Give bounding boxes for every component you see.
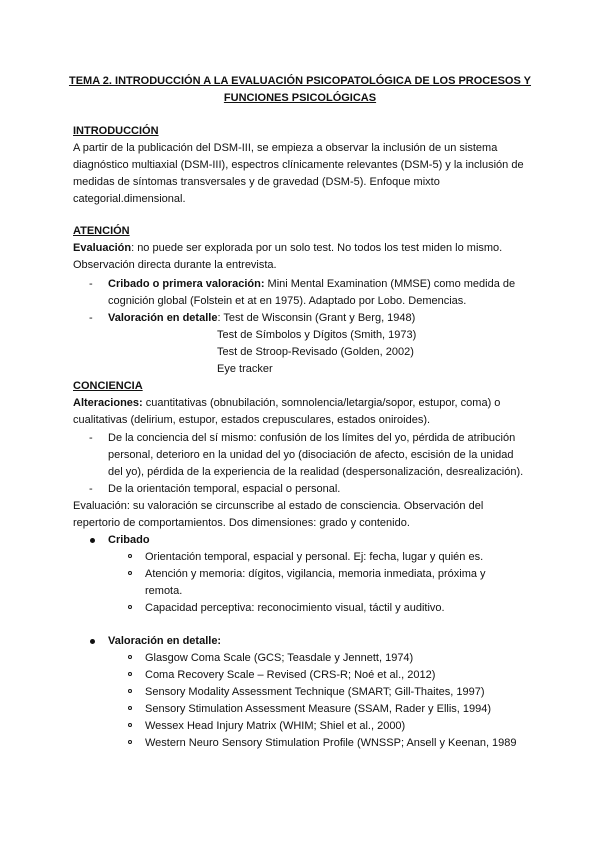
circle-marker <box>128 571 132 575</box>
cribado-item-2: Atención y memoria: dígitos, vigilancia, memoria inmediata, próxima y <box>145 568 486 580</box>
circle-marker <box>128 689 132 693</box>
conciencia-dash1-line-2: personal, deterioro en la unidad del yo (disociación de afecto, escisión de la unidad <box>108 449 514 461</box>
intro-line-4: categorial.dimensional. <box>73 193 186 205</box>
detalle-label-text: Valoración en detalle: <box>108 635 222 647</box>
atencion-detalle <box>108 311 415 325</box>
atencion-cribado-text: Mini Mental Examination (MMSE) como medida de <box>264 278 516 290</box>
cribado-item-1: Orientación temporal, espacial y personal. Ej: fecha, lugar y quién es. <box>145 551 484 563</box>
atencion-eval-line-2: Observación directa durante la entrevista. <box>73 259 277 271</box>
circle-marker <box>128 554 132 558</box>
atencion-eval-text: : no puede ser explorada por un solo test. No todos los test miden lo mismo. <box>131 242 503 254</box>
dash-marker: - <box>89 278 93 290</box>
bullet-marker <box>90 538 95 543</box>
intro-line-3: medidas de síntomas transversales y de gravedad (DSM-5). Enfoque mixto <box>73 176 440 188</box>
intro-line-2: diagnóstico multiaxial (DSM-III), espectros clínicamente relevantes (DSM-5) y la inclusión de <box>73 159 524 171</box>
conciencia-alt-label: Alteraciones: <box>73 397 143 409</box>
atencion-heading: ATENCIÓN <box>73 225 130 237</box>
circle-marker <box>128 605 132 609</box>
atencion-test-1: Test de Símbolos y Dígitos (Smith, 1973) <box>217 329 417 341</box>
circle-marker <box>128 672 132 676</box>
circle-marker <box>128 723 132 727</box>
intro-heading: INTRODUCCIÓN <box>73 125 159 137</box>
atencion-eval <box>73 241 502 255</box>
conciencia-heading: CONCIENCIA <box>73 380 143 392</box>
conciencia-alteraciones <box>73 396 500 410</box>
circle-marker <box>128 706 132 710</box>
conciencia-eval-line-1: Evaluación: su valoración se circunscribe al estado de consciencia. Observación del <box>73 500 484 512</box>
title-line-2: FUNCIONES PSICOLÓGICAS <box>223 92 377 104</box>
conciencia-detalle-label <box>108 634 221 648</box>
detalle-item-1: Glasgow Coma Scale (GCS; Teasdale y Jennett, 1974) <box>145 652 414 664</box>
atencion-test-3: Eye tracker <box>217 363 273 375</box>
circle-marker <box>128 655 132 659</box>
title-line-1: TEMA 2. INTRODUCCIÓN A LA EVALUACIÓN PSICOPATOLÓGICA DE LOS PROCESOS Y <box>68 75 532 87</box>
conciencia-dash1-line-3: del yo), pérdida de la experiencia de la realidad (despersonalización, desrealización). <box>108 466 524 478</box>
bullet-marker <box>90 639 95 644</box>
atencion-cribado <box>108 277 515 291</box>
detalle-item-5: Wessex Head Injury Matrix (WHIM; Shiel et al., 2000) <box>145 720 406 732</box>
atencion-test-2: Test de Stroop-Revisado (Golden, 2002) <box>217 346 414 358</box>
detalle-item-4: Sensory Stimulation Assessment Measure (SSAM, Rader y Ellis, 1994) <box>145 703 492 715</box>
intro-line-1: A partir de la publicación del DSM-III, se empieza a observar la inclusión de un sistema <box>73 142 498 154</box>
atencion-detalle-label: Valoración en detalle <box>108 312 218 324</box>
cribado-label-text: Cribado <box>108 534 150 546</box>
conciencia-eval-line-2: repertorio de comportamientos. Dos dimensiones: grado y contenido. <box>73 517 410 529</box>
circle-marker <box>128 740 132 744</box>
atencion-cribado-label: Cribado o primera valoración: <box>108 278 265 290</box>
dash-marker: - <box>89 432 93 444</box>
conciencia-dash2: De la orientación temporal, espacial o personal. <box>108 483 341 495</box>
conciencia-dash1-line-1: De la conciencia del sí mismo: confusión de los límites del yo, pérdida de atribución <box>108 432 516 444</box>
atencion-detalle-text: : Test de Wisconsin (Grant y Berg, 1948) <box>217 312 416 324</box>
conciencia-cribado-label <box>108 533 150 547</box>
atencion-cribado-line-2: cognición global (Folstein et at en 1975). Adaptado por Lobo. Demencias. <box>108 295 467 307</box>
cribado-item-3: Capacidad perceptiva: reconocimiento visual, táctil y auditivo. <box>145 602 445 614</box>
document-title <box>60 73 540 107</box>
conciencia-alt-text: cuantitativas (obnubilación, somnolencia/letargia/sopor, estupor, coma) o <box>142 397 501 409</box>
dash-marker: - <box>89 312 93 324</box>
detalle-item-3: Sensory Modality Assessment Technique (SMART; Gill-Thaites, 1997) <box>145 686 485 698</box>
dash-marker: - <box>89 483 93 495</box>
atencion-eval-label: Evaluación <box>73 242 132 254</box>
conciencia-alt-line-2: cualitativas (delirium, estupor, estados crepusculares, estados oniroides). <box>73 414 431 426</box>
detalle-item-2: Coma Recovery Scale – Revised (CRS-R; Noé et al., 2012) <box>145 669 436 681</box>
detalle-item-6: Western Neuro Sensory Stimulation Profile (WNSSP; Ansell y Keenan, 1989 <box>145 737 517 749</box>
cribado-item-2-cont: remota. <box>145 585 183 597</box>
